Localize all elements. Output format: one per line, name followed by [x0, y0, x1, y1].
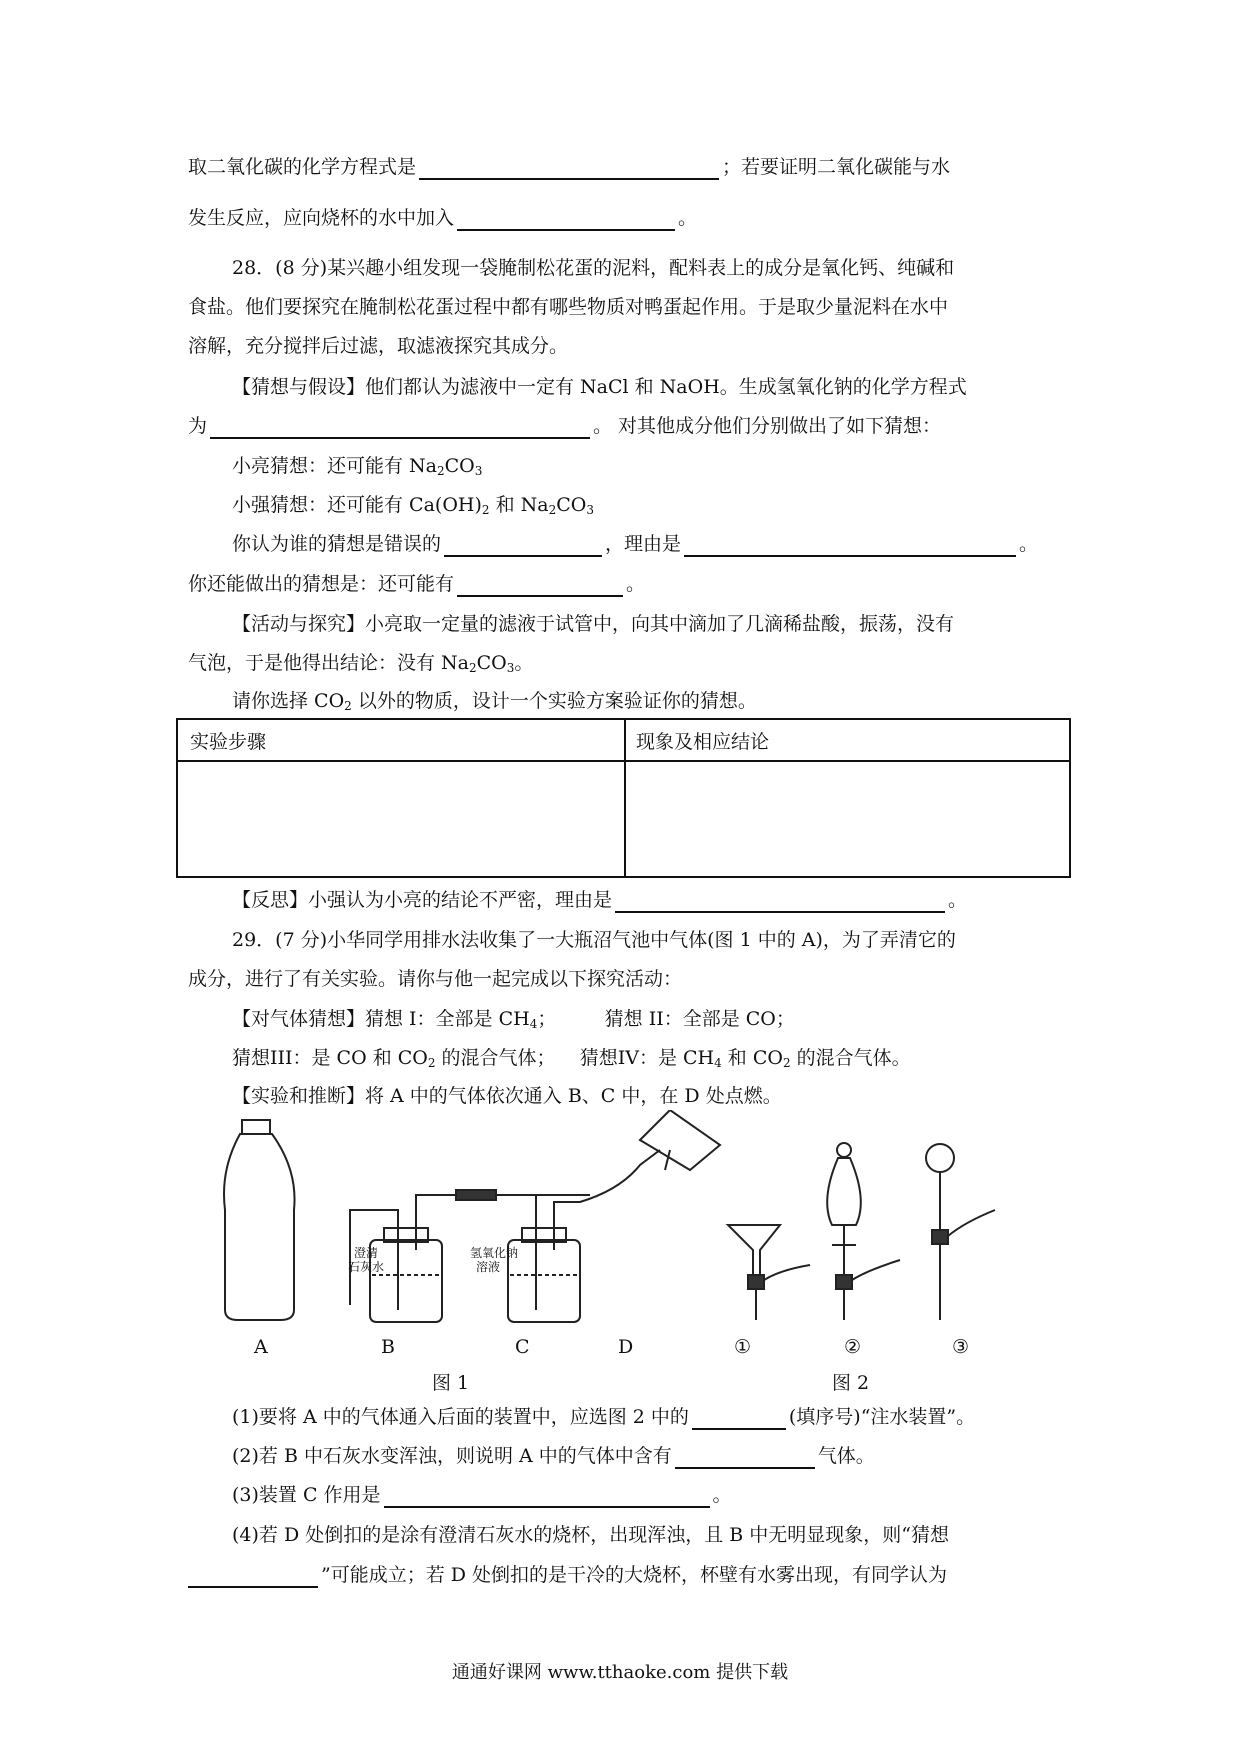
text-line: 食盐。他们要探究在腌制松花蛋过程中都有哪些物质对鸭蛋起作用。于是取少量泥料在水中 [188, 296, 949, 318]
text-line: 【反思】小强认为小亮的结论不严密，理由是 。 [232, 889, 968, 911]
label-d: D [618, 1336, 634, 1358]
text-line: 请你选择 $CO_2$ 以外的物质，设计一个实验方案验证你的猜想。 [232, 690, 757, 713]
text-line [188, 205, 697, 231]
label-a: A [254, 1336, 268, 1358]
bottle-a [224, 1134, 295, 1320]
svg-text:溶液: 溶液 [476, 1260, 501, 1274]
text: ；若要证明二氧化碳能与水 [722, 156, 951, 178]
text-line [188, 154, 950, 180]
table-header-steps: 实验步骤 [190, 731, 267, 753]
table-header-results: 现象及相应结论 [636, 731, 770, 753]
label-2: ② [844, 1336, 862, 1358]
text: 为 [188, 415, 208, 437]
text-line [188, 413, 941, 439]
beaker-d [640, 1110, 720, 1170]
text: 发生反应，应向烧杯的水中加入 [188, 207, 455, 229]
text: 。 [678, 207, 698, 229]
text-line: 溶解，充分搅拌后过滤，取滤液探究其成分。 [188, 335, 569, 357]
answer-blank[interactable] [675, 1447, 815, 1469]
label-1: ① [734, 1336, 752, 1358]
answer-blank[interactable] [457, 209, 675, 231]
answer-blank[interactable] [684, 535, 1016, 557]
subquestion-4: (4)若 D 处倒扣的是涂有澄清石灰水的烧杯，出现浑浊，且 B 中无明显现象，则“猜想 [232, 1524, 949, 1546]
answer-blank[interactable] [210, 417, 590, 439]
footer: 通通好课网 www.tthaoke.com 提供下载 [451, 1662, 789, 1683]
subquestion-2: (2)若 B 中石灰水变浑浊，则说明 A 中的气体中含有 气体。 [232, 1445, 875, 1467]
question-29-intro: 29．(7 分)小华同学用排水法收集了一大瓶沼气池中气体(图 1 中的 A)，为了弄清它的 [232, 929, 956, 951]
xiaoliang-guess: 小亮猜想：还可能有 $Na_2CO_3$ [232, 455, 483, 478]
answer-blank[interactable] [444, 535, 602, 557]
wash-bottle-b [370, 1240, 442, 1322]
svg-text:石灰水: 石灰水 [348, 1260, 385, 1274]
text-line: ”可能成立；若 D 处倒扣的是干冷的大烧杯，杯壁有水雾出现，有同学认为 [188, 1562, 947, 1588]
answer-blank[interactable] [457, 575, 623, 597]
experiment-table [176, 718, 1071, 878]
hypothesis: 【猜想与假设】他们都认为滤液中一定有 NaCl 和 NaOH。生成氢氧化钠的化学方程式 [232, 376, 967, 398]
text-line: 你认为谁的猜想是错误的 ，理由是 。 [232, 533, 1039, 555]
question-28-intro: 28．(8 分)某兴趣小组发现一袋腌制松花蛋的泥料，配料表上的成分是氧化钙、纯碱和 [232, 257, 955, 279]
activity: 【活动与探究】小亮取一定量的滤液于试管中，向其中滴加了几滴稀盐酸，振荡，没有 [232, 613, 955, 635]
text-line: 【对气体猜想】猜想 I：全部是 $CH_4$； 猜想 II：全部是 CO； [232, 1008, 795, 1031]
text: 。 对其他成分他们分别做出了如下猜想： [593, 415, 942, 437]
long-neck-funnel-3 [926, 1144, 954, 1172]
subquestion-1: (1)要将 A 中的气体通入后面的装置中，应选图 2 中的 (填序号)“注水装置”。 [232, 1406, 976, 1428]
label-b: B [381, 1336, 395, 1358]
answer-blank[interactable] [384, 1486, 710, 1508]
xiaoqiang-guess: 小强猜想：还可能有 $Ca(OH)_2$ 和 $Na_2CO_3$ [232, 494, 594, 517]
text-line: 成分，进行了有关实验。请你与他一起完成以下探究活动： [188, 968, 683, 990]
wash-bottle-c [508, 1240, 580, 1322]
figure-1-caption: 图 1 [432, 1372, 470, 1394]
label-c: C [515, 1336, 530, 1358]
answer-blank[interactable] [615, 891, 945, 913]
text: 取二氧化碳的化学方程式是 [188, 156, 417, 178]
answer-blank[interactable] [692, 1408, 786, 1430]
text-line: 【实验和推断】将 A 中的气体依次通入 B、C 中，在 D 处点燃。 [232, 1085, 782, 1107]
figure-2-caption: 图 2 [832, 1372, 870, 1394]
separatory-funnel-2 [827, 1158, 861, 1225]
text-line: 猜想III：是 CO 和 $CO_2$ 的混合气体； 猜想IV：是 $CH_4$ 和 $CO_2$ 的混合气体。 [232, 1047, 911, 1070]
funnel-1 [728, 1225, 780, 1275]
text-line: 气泡，于是他得出结论：没有 $Na_2CO_3$。 [188, 652, 534, 675]
answer-blank[interactable] [419, 158, 719, 180]
subquestion-3: (3)装置 C 作用是 。 [232, 1484, 732, 1506]
label-3: ③ [952, 1336, 970, 1358]
text-line: 你还能做出的猜想是：还可能有 。 [188, 573, 646, 595]
label-limewater: 澄清 [354, 1246, 379, 1260]
label-naoh: 氢氧化钠 [470, 1246, 519, 1260]
answer-blank[interactable] [188, 1566, 318, 1588]
